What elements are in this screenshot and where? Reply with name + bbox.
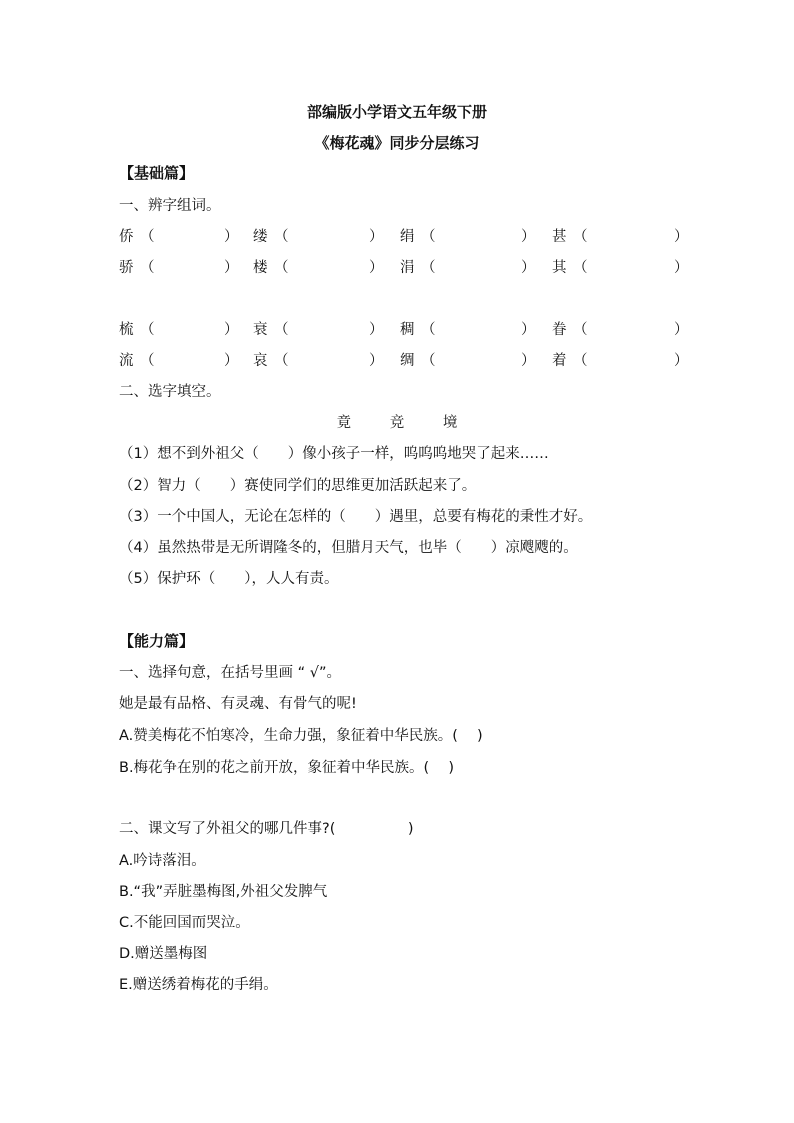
question-label-1: 一、辨字组词。 (119, 198, 221, 214)
char-choice: 竞 (389, 415, 405, 431)
answer-blank-open[interactable]: （ (421, 353, 436, 369)
quoted-sentence: 她是最有品格、有灵魂、有骨气的呢! (119, 696, 357, 712)
answer-blank-close: ） (674, 229, 689, 245)
grid-char: 着 (552, 353, 567, 369)
answer-blank-open[interactable]: （ (274, 260, 289, 276)
grid-char: 哀 (253, 353, 268, 369)
fill-item: （5）保护环（ ），人人有责。 (119, 571, 339, 587)
answer-blank-open[interactable]: （ (274, 229, 289, 245)
fill-item: （2）智力（ ）赛使同学们的思维更加活跃起来了。 (119, 478, 477, 494)
answer-blank-close: ） (521, 322, 536, 338)
grid-char: 侨 (119, 229, 134, 245)
answer-blank-open[interactable]: （ (274, 322, 289, 338)
grid-char: 流 (119, 353, 134, 369)
grid-char: 衰 (253, 322, 268, 338)
section-heading-ability: 【能力篇】 (119, 632, 195, 650)
answer-blank-open[interactable]: （ (140, 322, 155, 338)
page-subtitle: 《梅花魂》同步分层练习 (314, 134, 480, 152)
question-label-2: 二、选字填空。 (119, 384, 221, 400)
answer-blank-close: ） (674, 353, 689, 369)
answer-blank-open[interactable]: （ (421, 260, 436, 276)
answer-blank-close: ） (224, 353, 239, 369)
option-item: D.赠送墨梅图 (119, 946, 208, 962)
section-heading-basic: 【基础篇】 (119, 164, 195, 182)
option-item: B.梅花争在别的花之前开放，象征着中华民族。( ) (119, 760, 454, 776)
option-item: A.吟诗落泪。 (119, 853, 206, 869)
grid-char: 甚 (552, 229, 567, 245)
grid-char: 绢 (400, 229, 415, 245)
option-item: C.不能回国而哭泣。 (119, 915, 250, 931)
answer-blank-close: ） (369, 322, 384, 338)
grid-char: 梳 (119, 322, 134, 338)
answer-blank-open[interactable]: （ (573, 260, 588, 276)
grid-char: 缕 (253, 229, 268, 245)
answer-blank-close: ） (521, 229, 536, 245)
grid-char: 绸 (400, 353, 415, 369)
answer-blank-close: ） (369, 353, 384, 369)
answer-blank-close: ） (674, 260, 689, 276)
answer-blank-close: ） (224, 260, 239, 276)
answer-blank-open[interactable]: （ (274, 353, 289, 369)
answer-blank-close: ） (369, 229, 384, 245)
question-label-3: 一、选择句意，在括号里画 “ √”。 (119, 665, 341, 681)
answer-blank-close: ） (521, 353, 536, 369)
grid-char: 骄 (119, 260, 134, 276)
answer-blank-close: ） (521, 260, 536, 276)
option-item: A.赞美梅花不怕寒冷，生命力强，象征着中华民族。( ) (119, 728, 483, 744)
grid-char: 涓 (400, 260, 415, 276)
answer-blank-close: ） (224, 322, 239, 338)
answer-blank-open[interactable]: （ (573, 353, 588, 369)
answer-blank-close: ） (369, 260, 384, 276)
answer-blank-open[interactable]: （ (140, 229, 155, 245)
fill-item: （1）想不到外祖父（ ）像小孩子一样，呜呜呜地哭了起来…… (119, 446, 549, 462)
option-item: E.赠送绣着梅花的手绢。 (119, 977, 278, 993)
char-choices (0, 416, 794, 431)
answer-blank-open[interactable]: （ (421, 229, 436, 245)
option-item: B.“我”弄脏墨梅图,外祖父发脾气 (119, 884, 328, 900)
answer-blank-close: ） (224, 229, 239, 245)
grid-char: 其 (552, 260, 567, 276)
answer-blank-open[interactable]: （ (573, 322, 588, 338)
char-choice: 境 (442, 415, 458, 431)
answer-blank-open[interactable]: （ (421, 322, 436, 338)
answer-blank-open[interactable]: （ (140, 353, 155, 369)
fill-item: （3）一个中国人，无论在怎样的（ ）遇里，总要有梅花的秉性才好。 (119, 509, 593, 525)
grid-char: 眷 (552, 322, 567, 338)
page-title: 部编版小学语文五年级下册 (306, 103, 487, 121)
fill-item: （4）虽然热带是无所谓隆冬的，但腊月天气，也毕（ ）凉飕飕的。 (119, 540, 578, 556)
grid-char: 楼 (253, 260, 268, 276)
answer-blank-open[interactable]: （ (140, 260, 155, 276)
grid-char: 稠 (400, 322, 415, 338)
answer-blank-open[interactable]: （ (573, 229, 588, 245)
question-label-4: 二、课文写了外祖父的哪几件事?( ) (119, 821, 414, 837)
char-choice: 竟 (336, 415, 352, 431)
answer-blank-close: ） (674, 322, 689, 338)
